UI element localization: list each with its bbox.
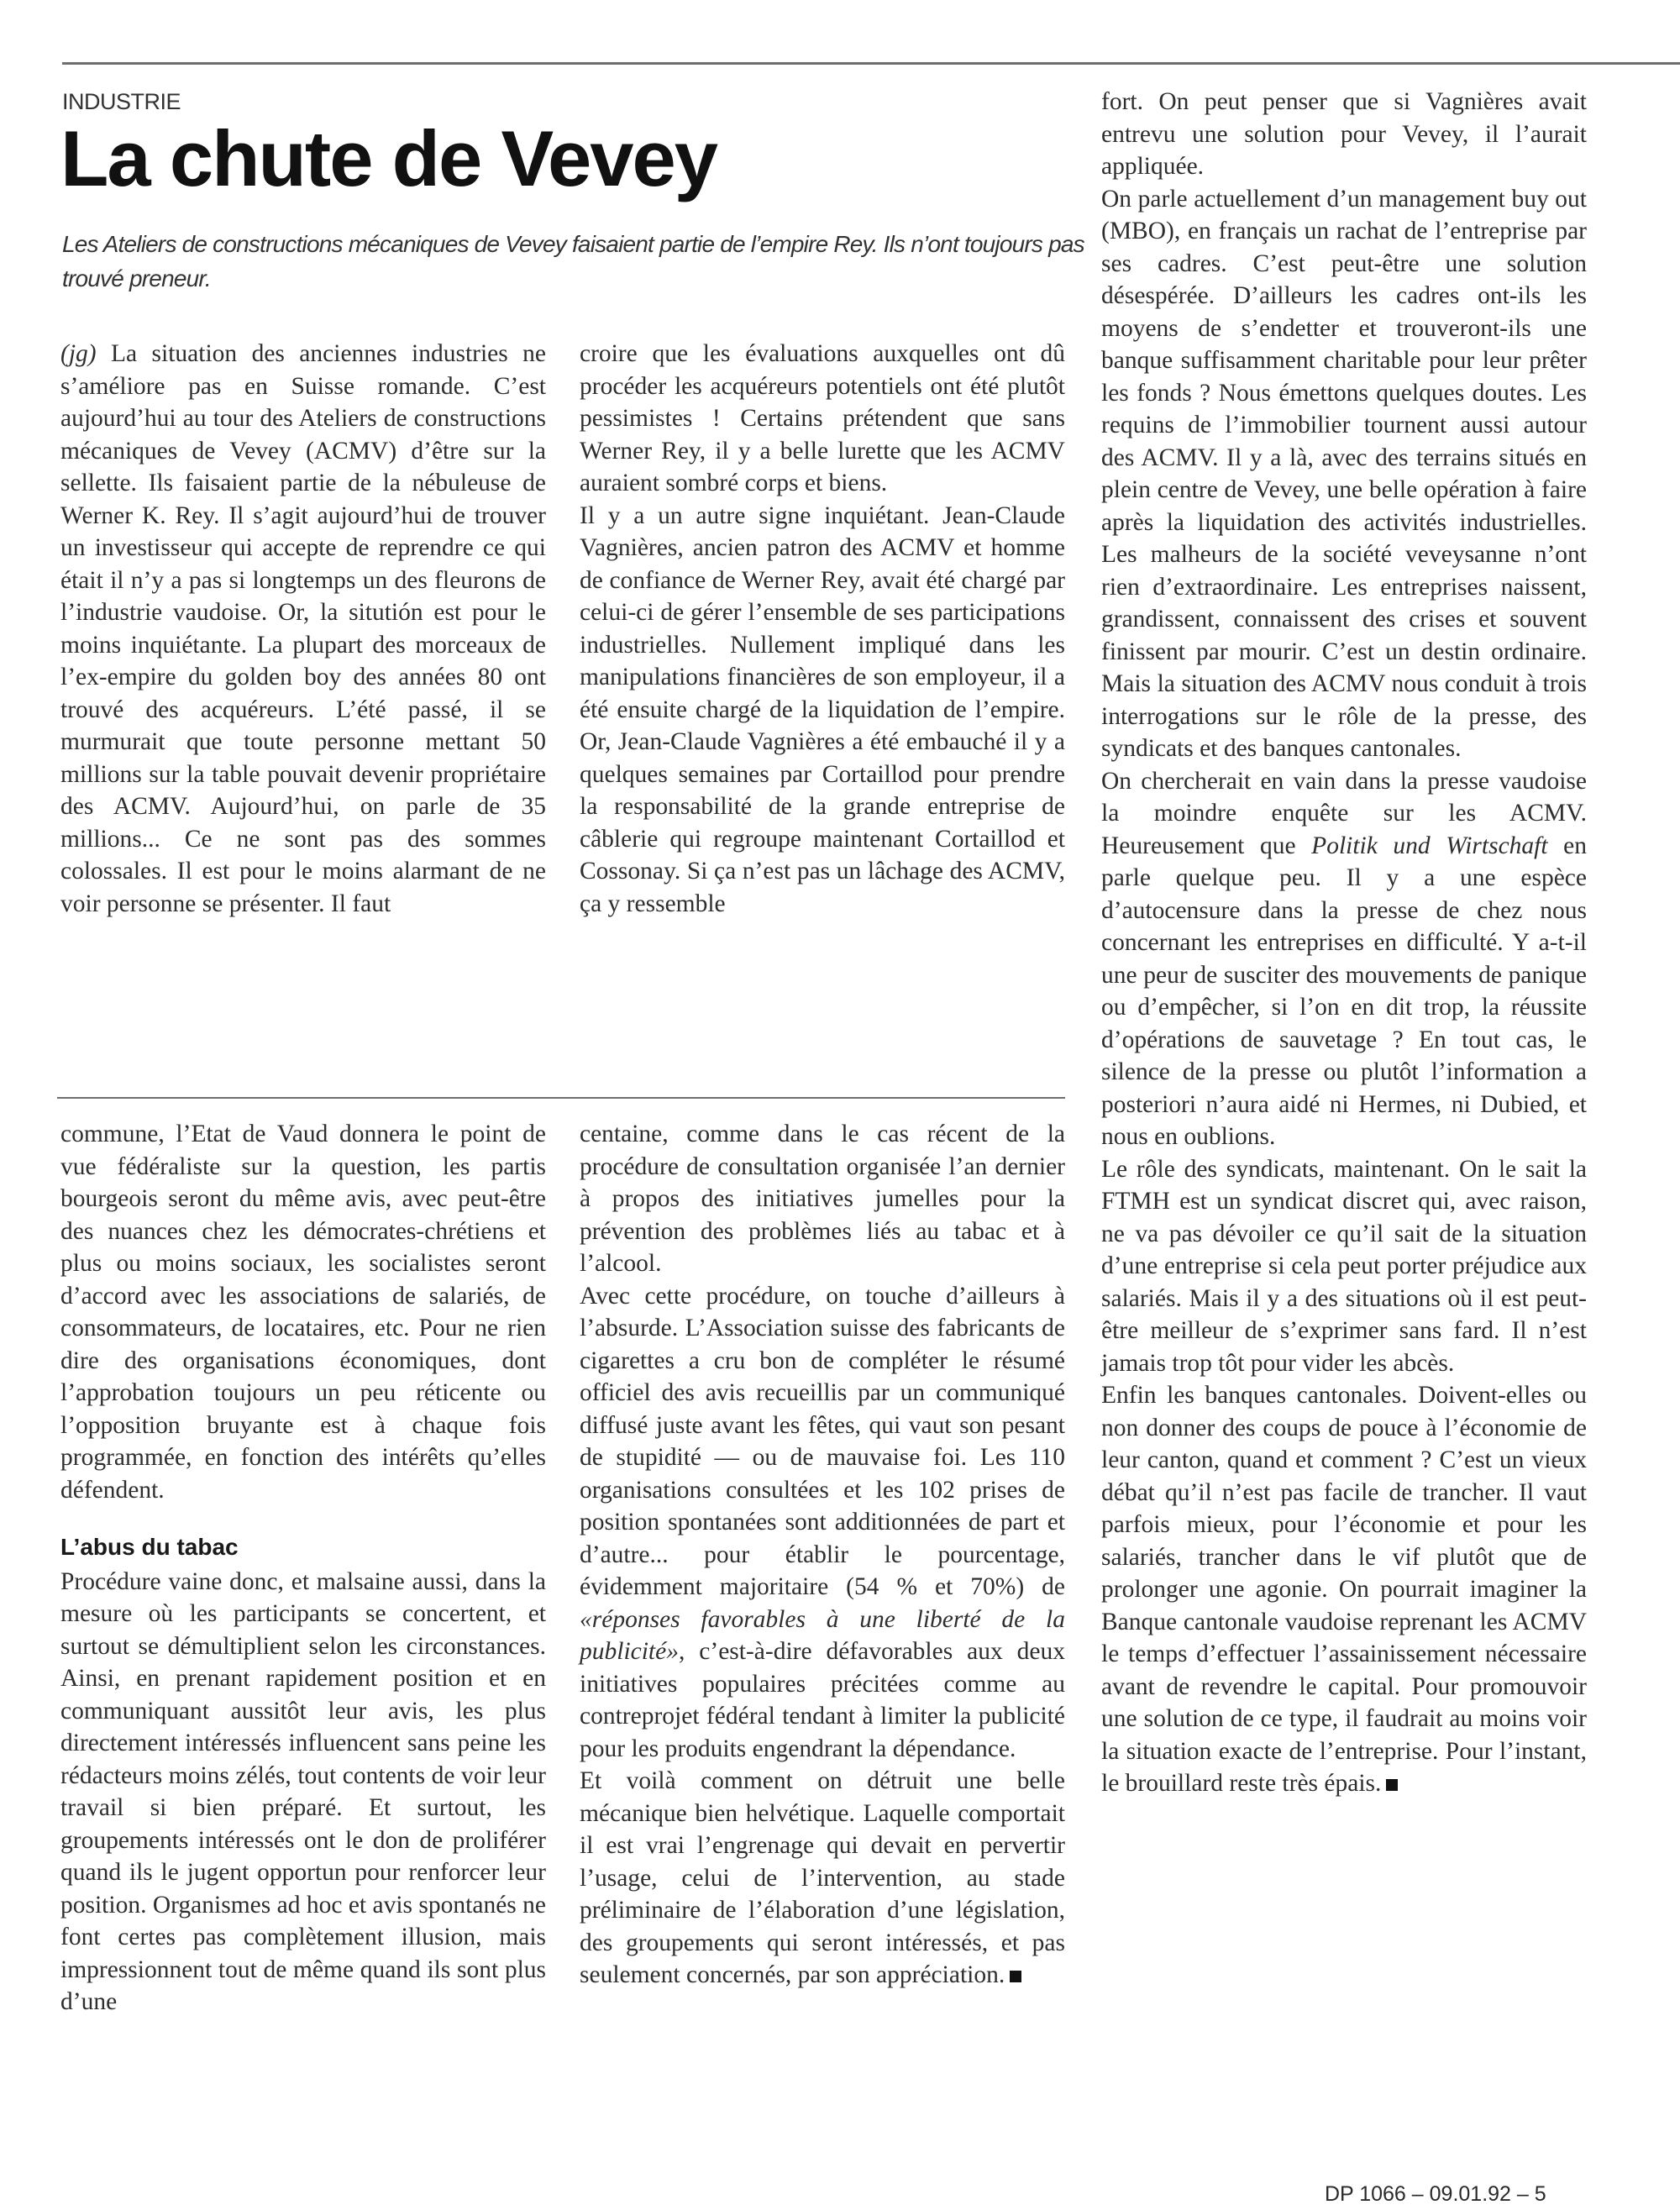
paragraph: Et voilà comment on détruit une belle mécanique bien helvétique. Laquelle comportait il est vrai l’engrenage qui devait en pervertir l’usage, celui de l’intervention, au stade préliminaire de l’élaboration d’une législation, des groupements qui seront intéressés, et pas seulement concernés, par son appréciation. <box>580 1767 1065 1988</box>
publication-name: Politik und Wirtschaft <box>1311 832 1548 859</box>
paragraph: Il y a un autre signe inquiétant. Jean-Claude Vagnières, ancien patron des ACMV et homme de confiance de Werner Rey, avait été chargé par celui-ci de gérer l’ensemble de ses participations industrielles. Nullement impliqué dans les manipulations financières de son employeur, il a été ensuite chargé de la liquidation de l’empire. Or, Jean-Claude Vagnières a été embauché il y a quelques semaines par Cortaillod pour prendre la responsabilité de la grande entreprise de câblerie qui regroupe maintenant Cortaillod et Cossonay. Si ça n’est pas un lâchage des ACMV, ça y ressemble <box>580 501 1065 917</box>
paragraph: fort. On peut penser que si Vagnières avait entrevu une solution pour Vevey, il l’aurait appliquée. <box>1101 88 1587 180</box>
subheading: L’abus du tabac <box>60 1534 239 1560</box>
paragraph: Le rôle des syndicats, maintenant. On le sait la FTMH est un syndicat discret qui, avec raison, ne va pas dévoiler ce qu’il sait de la situation d’une entreprise si cela peut porter préjudice aux salariés. Mais il y a des situations où il est peut-être meilleur de s’exprimer sans fard. Il n’est jamais trop tôt pour vider les abcès. <box>1101 1155 1587 1377</box>
continued-column-2 <box>580 1118 1065 1992</box>
top-rule <box>62 62 1680 65</box>
section-kicker: INDUSTRIE <box>62 89 181 114</box>
paragraph: Enfin les banques cantonales. Doivent-elles ou non donner des coups de pouce à l’économie de leur canton, quand et comment ? C’est un vieux débat qu’il n’est pas facile de trancher. Il vaut parfois mieux, pour l’économie et pour les salariés, trancher dans le vif plutôt que de prolonger une agonie. On pourrait imaginer la Banque cantonale vaudoise reprenant les ACMV le temps d’effectuer l’assainissement nécessaire avant de revendre le capital. Pour promouvoir une solution de ce type, il faudrait au moins voir la situation exacte de l’entreprise. Pour l’instant, le brouillard reste très épais. <box>1101 1382 1587 1797</box>
quotation: «réponses favorables à une liberté de la publicité» <box>580 1605 1065 1665</box>
article-column-2 <box>580 338 1065 920</box>
paragraph: Avec cette procédure, on touche d’ailleurs à l’absurde. L’Association suisse des fabricants de cigarettes a cru bon de compléter le résumé officiel des avis recueillis par un communiqué diffusé juste avant les fêtes, qui vaut son pesant de stupidité — ou de mauvaise foi. Les 110 organisations consultées et les 102 prises de position spontanées sont additionnées de part et d’autre... pour établir le pourcentage, évidemment majoritaire (54 % et 70%) de «réponses favorables à une liberté de la publicité», c’est-à-dire défavorables aux deux initiatives populaires précitées comme au contreprojet fédéral tendant à limiter la publicité pour les produits engendrant la dépendance. <box>580 1282 1065 1762</box>
end-mark-icon <box>1010 1971 1021 1982</box>
paragraph: Procédure vaine donc, et malsaine aussi, dans la mesure où les participants se concertent, et surtout se démultiplient selon les circonstances. Ainsi, en prenant rapidement position et en communiquant aussitôt leur avis, les plus directement intéressés influencent sans peine les rédacteurs moins zélés, tout contents de voir leur travail si bien préparé. Et surtout, les groupements intéressés ont le don de proliférer quand ils le jugent opportun pour renforcer leur position. Organismes ad hoc et avis spontanés ne font certes pas complètement illusion, mais impressionnent tout de même quand ils sont plus d’une <box>60 1567 546 2015</box>
paragraph: On parle actuellement d’un management buy out (MBO), en français un rachat de l’entreprise par ses cadres. C’est peut-être une solution désespérée. D’ailleurs les cadres ont-ils les moyens de s’endetter et trouveront-ils une banque suffisamment charitable pour leur prêter les fonds ? Nous émettons quelques doutes. Les requins de l’immobilier tournent aussi autour des ACMV. Il y a là, avec des terrains situés en plein centre de Vevey, une belle opération à faire après la liquidation des activités industrielles. Les malheurs de la société veveysanne n’ont rien d’extraordinaire. Les entreprises naissent, grandissent, connaissent des crises et souvent finissent par mourir. C’est un destin ordinaire. Mais la situation des ACMV nous conduit à trois interrogations sur le rôle de la presse, des syndicats et des banques cantonales. <box>1101 185 1587 762</box>
paragraph: (jg) La situation des anciennes industries ne s’améliore pas en Suisse romande. C’est aujourd’hui au tour des Ateliers de constructions mécaniques de Vevey (ACMV) d’être sur la sellette. Ils faisaient partie de la nébuleuse de Werner K. Rey. Il s’agit aujourd’hui de trouver un investisseur qui accepte de reprendre ce qui était il n’y a pas si longtemps un des fleurons de l’industrie vaudoise. Or, la situtión est pour le moins inquiétante. La plupart des morceaux de l’ex-empire du golden boy des années 80 ont trouvé des acquéreurs. L’été passé, il se murmurait que toute personne mettant 50 millions sur la table pouvait devenir propriétaire des ACMV. Aujourd’hui, on parle de 35 millions... Ce ne sont pas des sommes colossales. Il est pour le moins alarmant de ne voir personne se présenter. Il faut <box>60 340 546 917</box>
paragraph: commune, l’Etat de Vaud donnera le point de vue fédéraliste sur la question, les partis bourgeois seront du même avis, avec peut-être des nuances chez les démocrates-chrétiens et plus ou moins sociaux, les socialistes seront d’accord avec les associations de salariés, de consommateurs, de locataires, etc. Pour ne rien dire des organisations économiques, dont l’approbation toujours un peu réticente ou l’opposition bruyante est à chaque fois programmée, en fonction des intérêts qu’elles défendent. <box>60 1121 546 1504</box>
article-lede: Les Ateliers de constructions mécaniques de Vevey faisaient partie de l’empire Rey. Ils n’ont toujours pas trouvé preneur. <box>62 231 1084 291</box>
paragraph: croire que les évaluations auxquelles ont dû procéder les acquéreurs potentiels ont été plutôt pessimistes ! Certains prétendent que sans Werner Rey, il y a belle lurette que les ACMV auraient sombré corps et biens. <box>580 340 1065 496</box>
end-mark-icon <box>1386 1779 1398 1791</box>
page-folio: DP 1066 – 09.01.92 – 5 <box>1325 2182 1546 2206</box>
continued-column-1 <box>60 1118 546 2018</box>
article-column-3 <box>1101 86 1587 1800</box>
article-column-1 <box>60 338 546 920</box>
article-title: La chute de Vevey <box>60 114 717 202</box>
paragraph: On chercherait en vain dans la presse vaudoise la moindre enquête sur les ACMV. Heureusement que Politik und Wirtschaft en parle quelque peu. Il y a une espèce d’autocensure dans la presse de chez nous concernant les entreprises en difficulté. Y a-t-il une peur de susciter des mouvements de panique ou d’empêcher, si l’on en dit trop, la réussite d’opérations de sauvetage ? En tout cas, le silence de la presse ou plutôt l’information a posteriori n’aura aidé ni Hermes, ni Dubied, et nous en oublions. <box>1101 767 1588 1150</box>
paragraph: centaine, comme dans le cas récent de la procédure de consultation organisée l’an dernier à propos des initiatives jumelles pour la prévention des problèmes liés au tabac et à l’alcool. <box>580 1121 1065 1277</box>
section-divider <box>57 1097 1065 1099</box>
byline: (jg) <box>60 340 97 367</box>
